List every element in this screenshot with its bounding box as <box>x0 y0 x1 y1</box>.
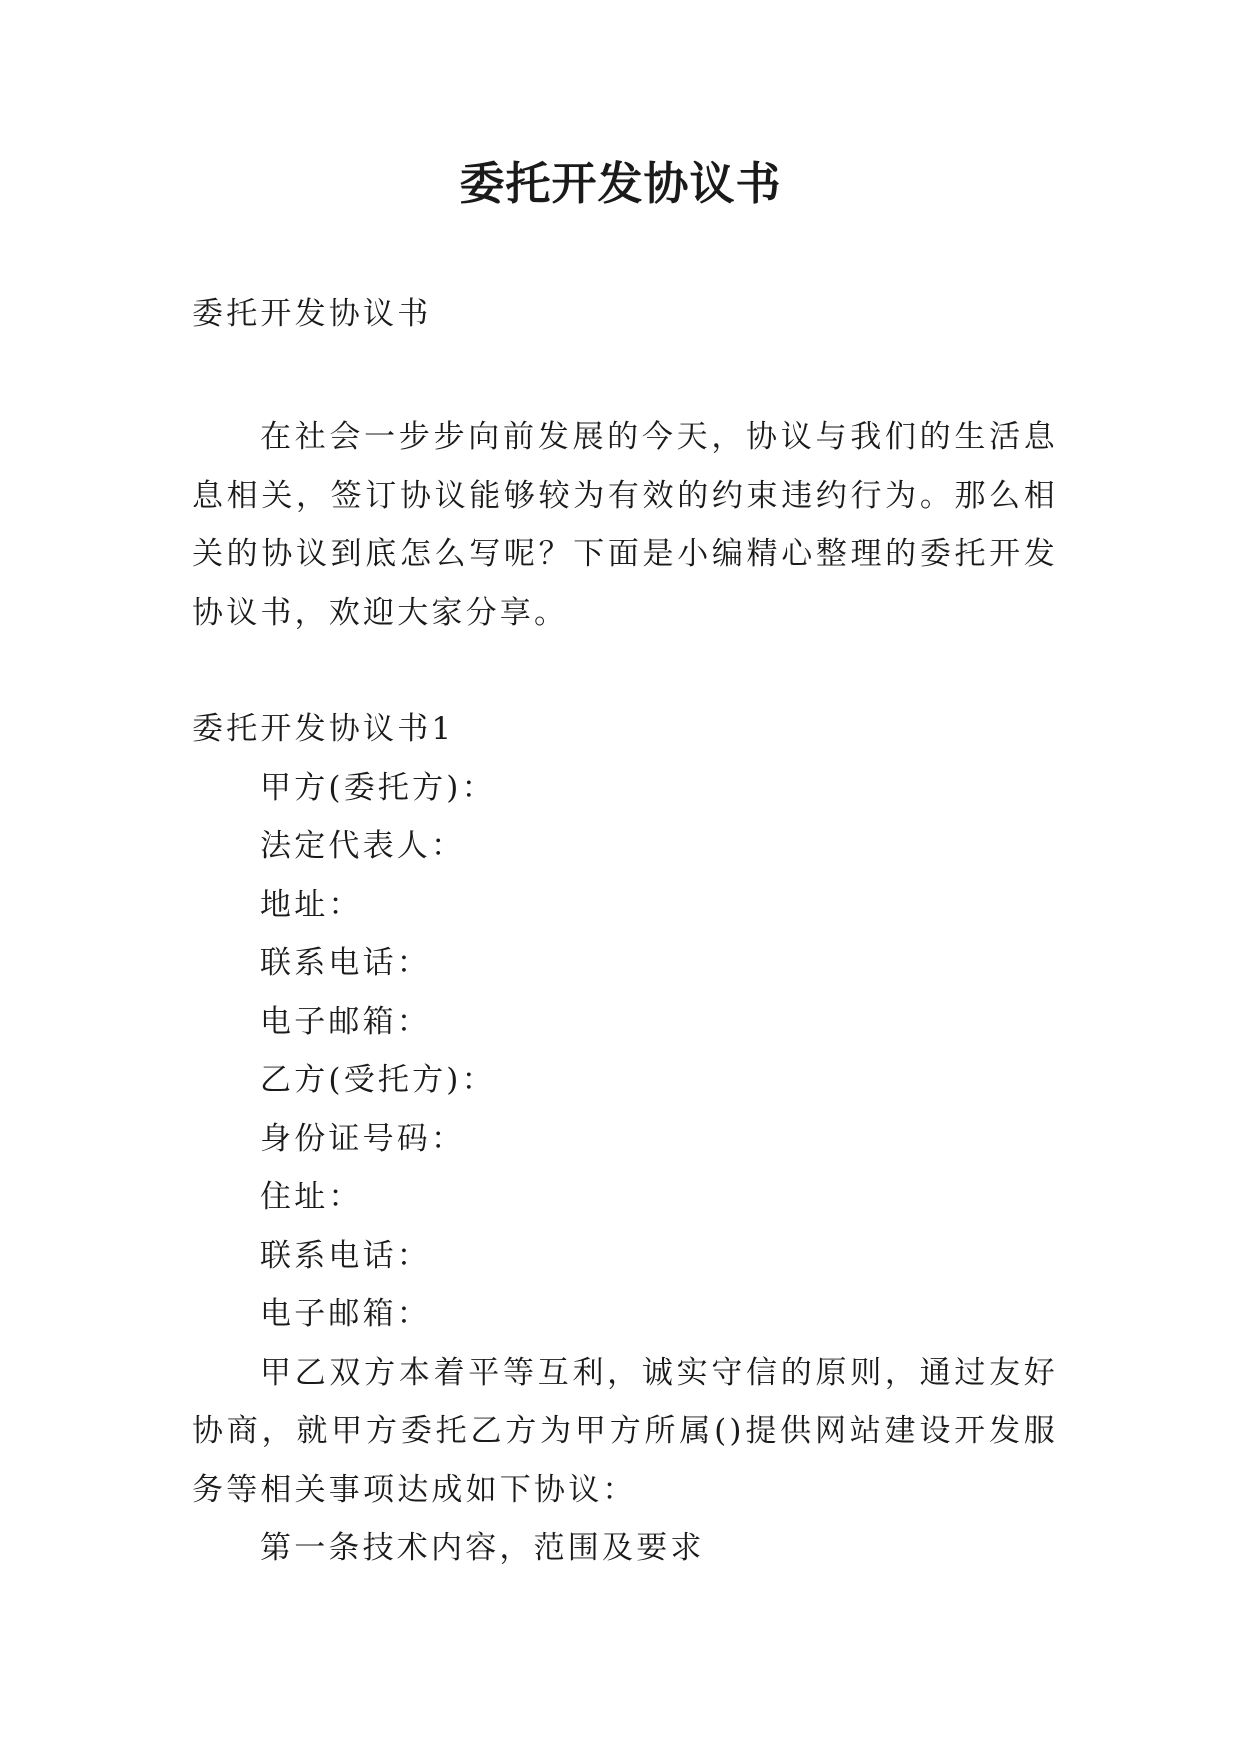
section-heading: 委托开发协议书1 <box>192 711 455 747</box>
document-subtitle: 委托开发协议书 <box>192 296 432 332</box>
field-id-number: 身份证号码： <box>260 1120 466 1157</box>
field-party-b-email: 电子邮箱： <box>260 1296 431 1332</box>
article-1-heading: 第一条技术内容，范围及要求 <box>260 1530 705 1566</box>
agreement-section <box>192 700 1058 1578</box>
field-address: 地址： <box>260 886 363 923</box>
agreement-paragraph: 甲乙双方本着平等互利，诚实守信的原则，通过友好协商，就甲方委托乙方为甲方所属()提供网站建设开发服务等相关事项达成如下协议： <box>192 1354 1058 1508</box>
field-party-a-email: 电子邮箱： <box>260 1003 431 1040</box>
document-title: 委托开发协议书 <box>459 157 782 210</box>
intro-paragraph: 在社会一步步向前发展的今天，协议与我们的生活息息相关，签订协议能够较为有效的约束违约行为。那么相关的协议到底怎么写呢？下面是小编精心整理的委托开发协议书，欢迎大家分享。 <box>192 419 1058 631</box>
field-party-a-phone: 联系电话： <box>260 945 431 981</box>
field-legal-representative: 法定代表人： <box>260 828 466 864</box>
field-residence: 住址： <box>260 1179 363 1215</box>
field-party-b-phone: 联系电话： <box>260 1237 431 1274</box>
field-party-b: 乙方(受托方)： <box>260 1062 496 1098</box>
field-party-a: 甲方(委托方)： <box>260 769 496 806</box>
